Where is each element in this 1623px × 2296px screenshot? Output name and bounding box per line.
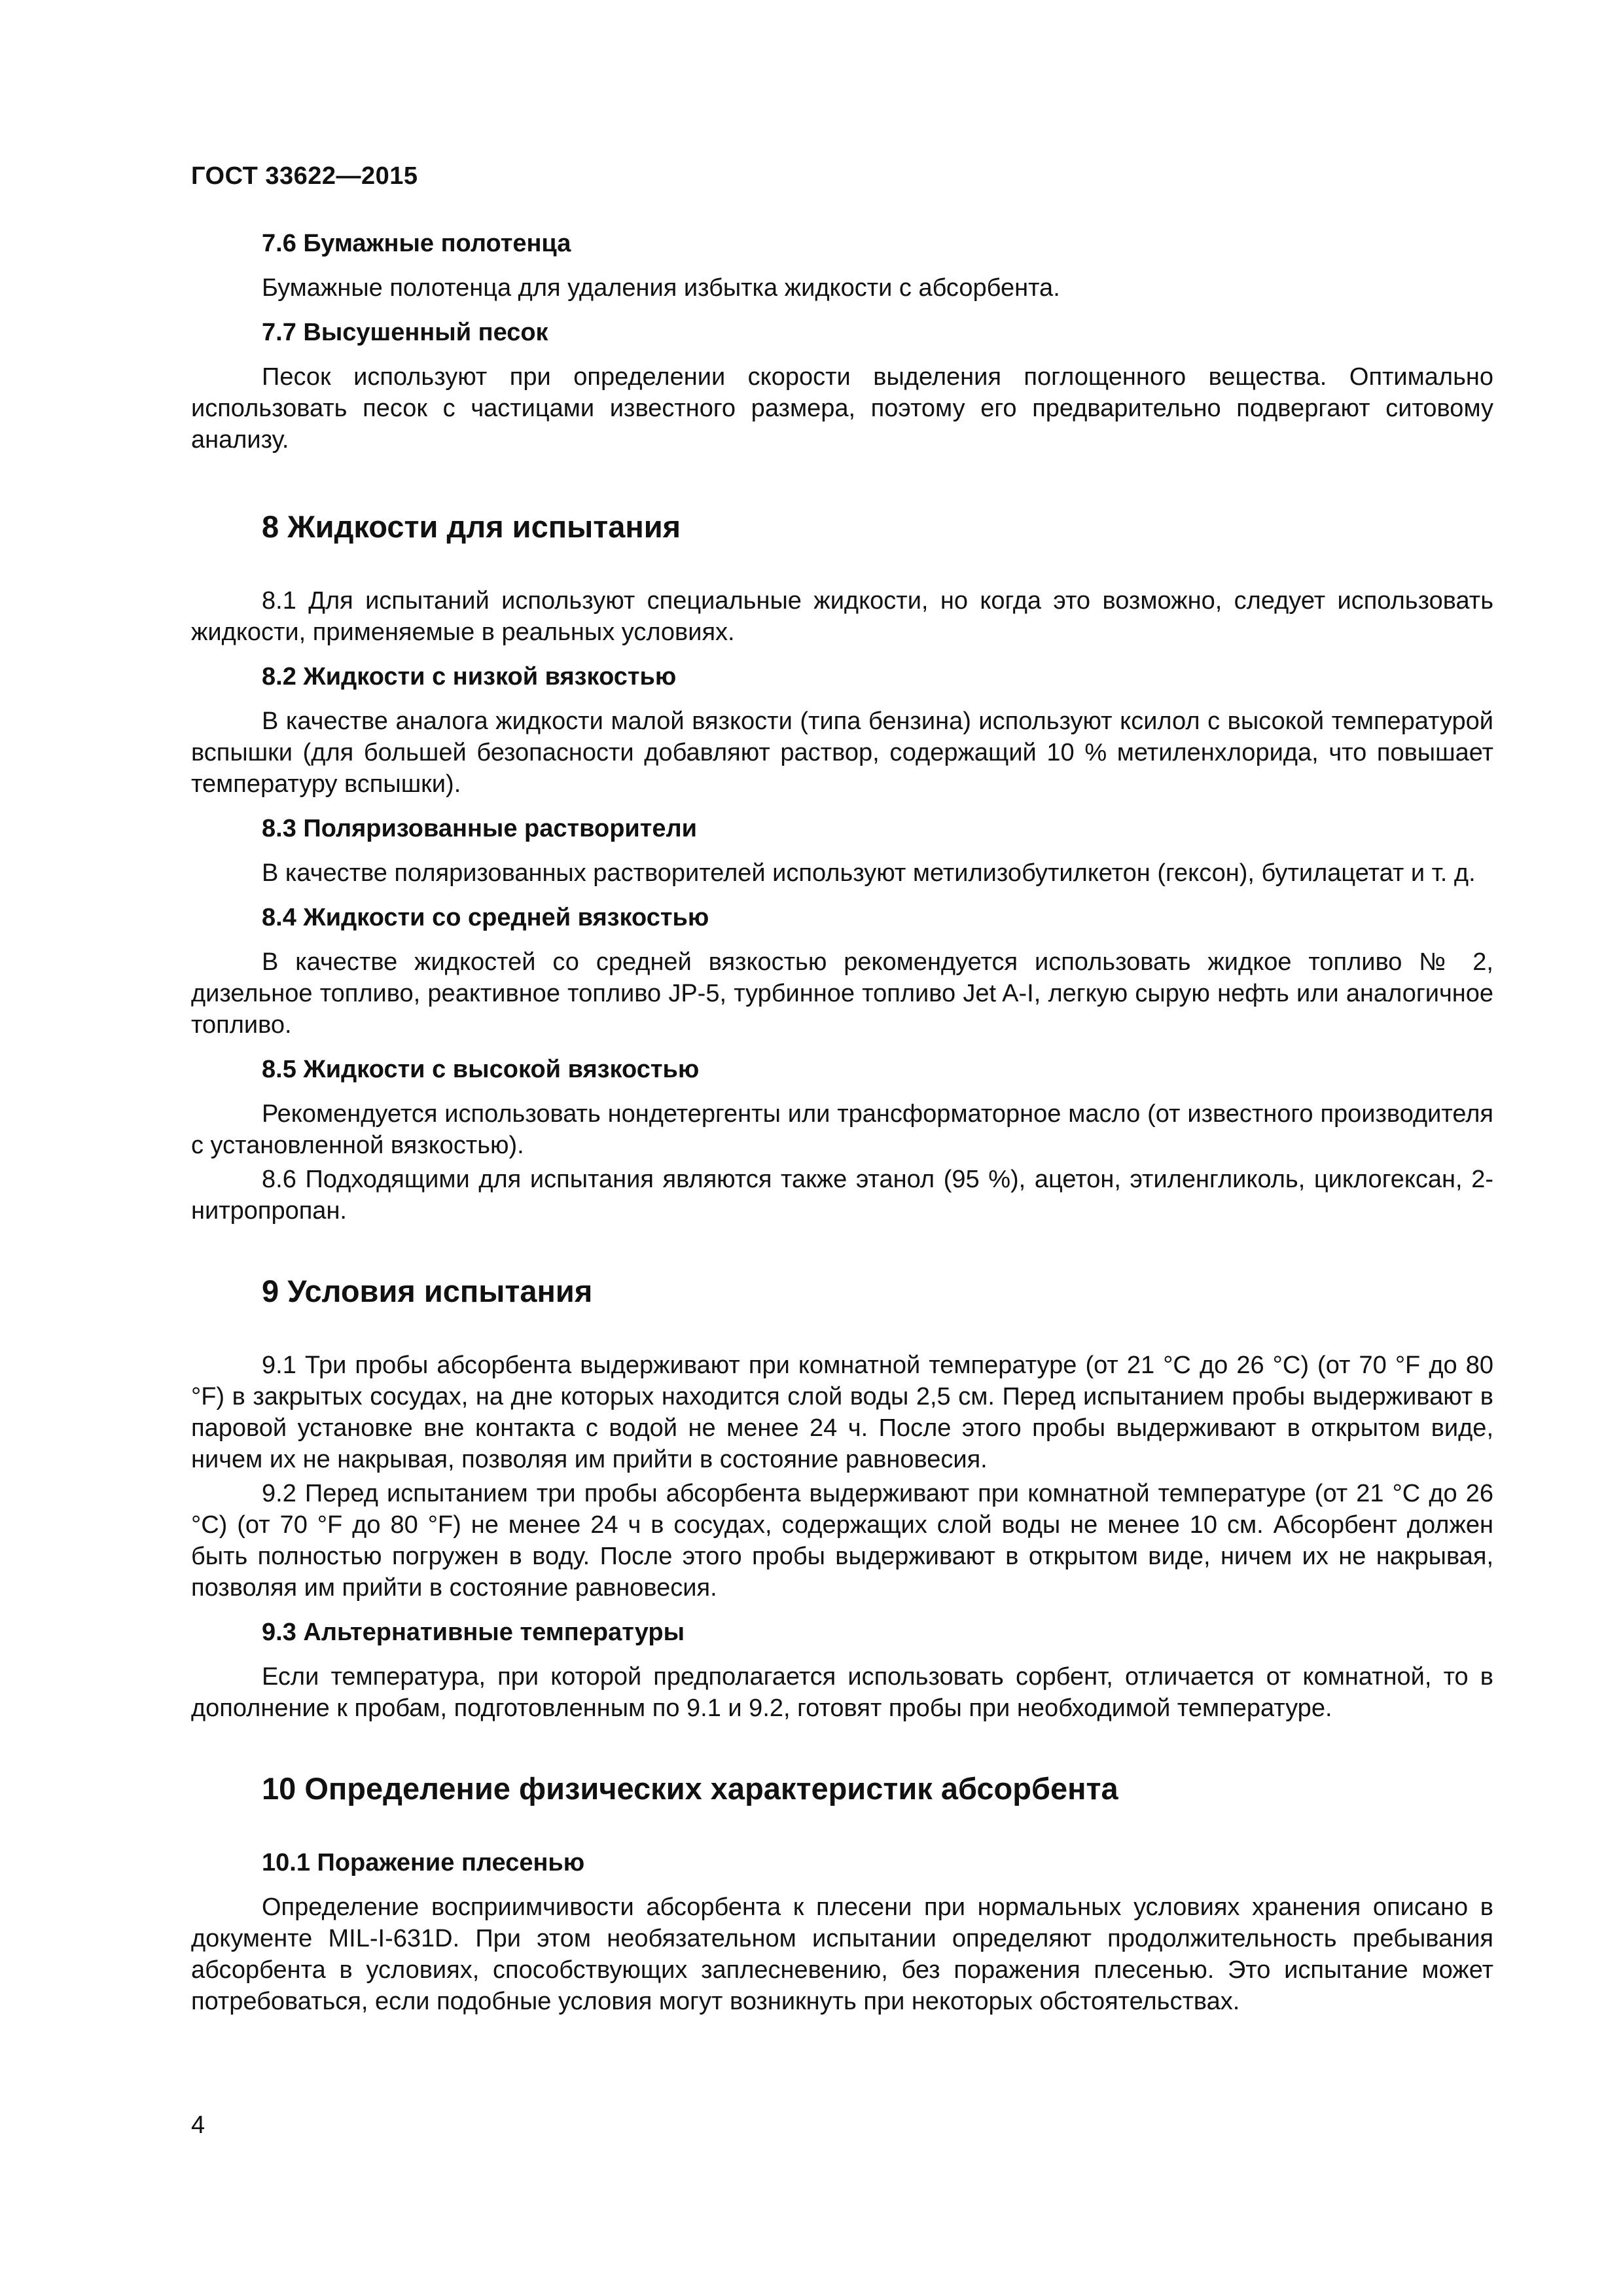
paragraph-8-4: В качестве жидкостей со средней вязкостью рекомендуется использовать жидкое топливо № 2, дизельное топливо, реактивное топливо JP-5, турбинное топливо Jet A-I, легкую сырую нефть или аналогичное топливо.: [191, 948, 1493, 1039]
subsection-heading-8-2: 8.2 Жидкости с низкой вязкостью: [262, 663, 677, 691]
paragraph-8-6: 8.6 Подходящими для испытания являются также этанол (95 %), ацетон, этиленгликоль, циклогексан, 2-нитропропан.: [191, 1166, 1493, 1225]
page-number: 4: [191, 2111, 205, 2139]
subsection-heading-8-4: 8.4 Жидкости со средней вязкостью: [262, 904, 709, 931]
subsection-heading-9-3: 9.3 Альтернативные температуры: [262, 1619, 685, 1646]
paragraph-8-3: В качестве поляризованных растворителей используют метилизобутилкетон (гексон), бутилацетат и т. д.: [262, 859, 1476, 887]
subsection-heading-10-1: 10.1 Поражение плесенью: [262, 1849, 585, 1876]
paragraph-9-2: 9.2 Перед испытанием три пробы абсорбента выдерживают при комнатной температуре (от 21 °С до 26 °С) (от 70 °F до 80 °F) не менее 24 ч в сосудах, содержащих слой воды не менее 10 см. Абсорбент должен быть полностью погружен в воду. После этого пробы выдерживают в открытом виде, ничем их не накрывая, позволяя им прийти в состояние равновесия.: [191, 1480, 1493, 1602]
section-heading-9: 9 Условия испытания: [262, 1274, 593, 1308]
subsection-heading-8-3: 8.3 Поляризованные растворители: [262, 815, 698, 842]
document-body: [191, 228, 1493, 2030]
paragraph-8-1: 8.1 Для испытаний используют специальные жидкости, но когда это возможно, следует использовать жидкости, применяемые в реальных условиях.: [191, 587, 1493, 646]
paragraph-8-2: В качестве аналога жидкости малой вязкости (типа бензина) используют ксилол с высокой температурой вспышки (для большей безопасности добавляют раствор, содержащий 10 % метиленхлорида, что повышает температуру вспышки).: [191, 708, 1493, 798]
subsection-heading-7-7: 7.7 Высушенный песок: [262, 319, 548, 346]
paragraph-7-6: Бумажные полотенца для удаления избытка жидкости с абсорбента.: [262, 274, 1060, 302]
paragraph-7-7: Песок используют при определении скорости выделения поглощенного вещества. Оптимально использовать песок с частицами известного размера, поэтому его предварительно подвергают ситовому анализу.: [191, 363, 1493, 454]
document-code-header: ГОСТ 33622—2015: [191, 162, 418, 190]
paragraph-9-3: Если температура, при которой предполагается использовать сорбент, отличается от комнатной, то в дополнение к пробам, подготовленным по 9.1 и 9.2, готовят пробы при необходимой температуре.: [191, 1663, 1493, 1722]
section-heading-8: 8 Жидкости для испытания: [262, 509, 681, 544]
section-heading-10: 10 Определение физических характеристик абсорбента: [262, 1771, 1118, 1806]
paragraph-8-5: Рекомендуется использовать нондетергенты или трансформаторное масло (от известного производителя с установленной вязкостью).: [191, 1100, 1493, 1159]
paragraph-10-1: Определение восприимчивости абсорбента к плесени при нормальных условиях хранения описано в документе MIL-I-631D. При этом необязательном испытании определяют продолжительность пребывания абсорбента в условиях, способствующих заплесневению, без поражения плесенью. Это испытание может потребоваться, если подобные условия могут возникнуть при некоторых обстоятельствах.: [191, 1893, 1493, 2015]
subsection-heading-8-5: 8.5 Жидкости с высокой вязкостью: [262, 1056, 700, 1083]
document-page: [191, 0, 1493, 2296]
subsection-heading-7-6: 7.6 Бумажные полотенца: [262, 230, 571, 257]
paragraph-9-1: 9.1 Три пробы абсорбента выдерживают при комнатной температуре (от 21 °С до 26 °С) (от 70 °F до 80 °F) в закрытых сосудах, на дне которых находится слой воды 2,5 см. Перед испытанием пробы выдерживают в паровой установке вне контакта с водой не менее 24 ч. После этого пробы выдерживают в открытом виде, ничем их не накрывая, позволяя им прийти в состояние равновесия.: [191, 1352, 1493, 1473]
